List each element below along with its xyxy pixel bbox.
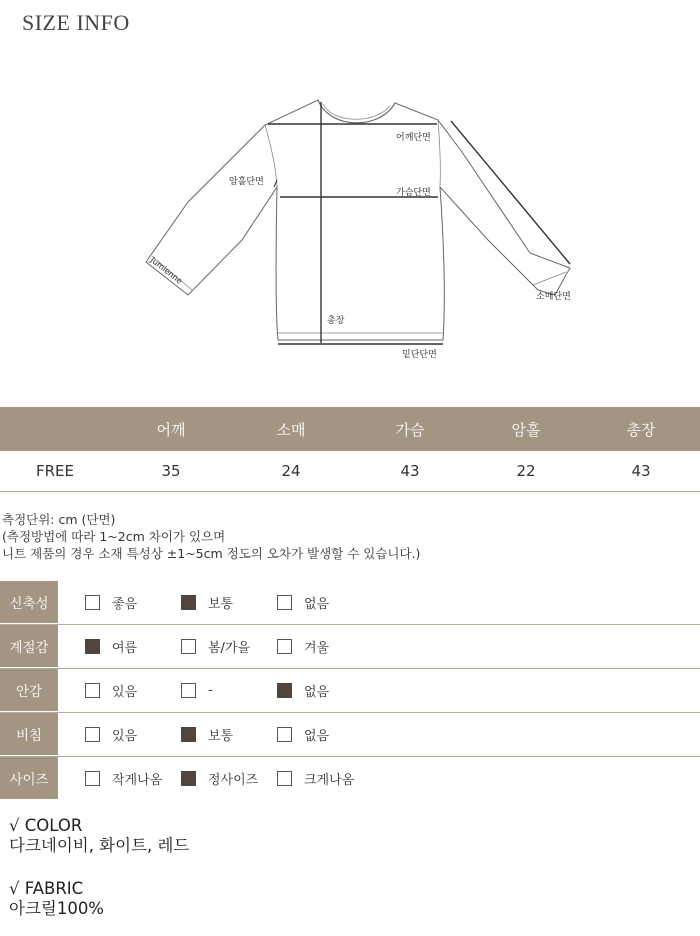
option-label: 크게나옴 xyxy=(304,773,355,788)
checked-box-icon xyxy=(85,639,100,654)
value-length: 43 xyxy=(631,462,651,480)
unchecked-box-icon xyxy=(85,595,100,610)
option-label: 여름 xyxy=(112,641,138,656)
label-hem: 밑단단면 xyxy=(402,350,437,360)
attribute-label: 안감 xyxy=(0,669,58,712)
sweater-outline xyxy=(146,100,570,340)
fabric-section xyxy=(9,879,104,919)
label-length: 총장 xyxy=(327,316,345,326)
header-shoulder: 어깨 xyxy=(156,420,186,439)
attribute-row xyxy=(0,625,700,669)
header-chest: 가슴 xyxy=(395,420,425,439)
label-sleeve: 소매단면 xyxy=(536,292,571,302)
attribute-options xyxy=(58,725,373,744)
option-label: 정사이즈 xyxy=(208,773,259,788)
header-cell xyxy=(0,407,110,451)
option-label: 작게나옴 xyxy=(112,773,163,788)
brand-tag: Jumienne xyxy=(148,255,184,286)
header-length: 총장 xyxy=(626,420,656,439)
attribute-option xyxy=(181,593,277,612)
attribute-label: 신축성 xyxy=(0,581,58,624)
attribute-row xyxy=(0,581,700,625)
sweater-illustration xyxy=(0,90,700,380)
attribute-option xyxy=(277,637,373,656)
label-shoulder: 어깨단면 xyxy=(396,133,431,143)
label-chest: 가슴단면 xyxy=(396,188,431,198)
note-line: (측정방법에 따라 1~2cm 차이가 있으며 xyxy=(2,529,226,544)
page-title: SIZE INFO xyxy=(22,10,130,35)
note-line: 니트 제품의 경우 소재 특성상 ±1~5cm 정도의 오차가 발생할 수 있습니다.) xyxy=(2,546,421,561)
garment-diagram xyxy=(0,90,700,380)
fabric-heading: √ FABRIC xyxy=(9,879,84,898)
attribute-options xyxy=(58,593,373,612)
attribute-options xyxy=(58,769,373,788)
measurement-notes xyxy=(2,511,420,562)
unchecked-box-icon xyxy=(277,727,292,742)
attribute-option xyxy=(85,681,181,700)
option-label: 있음 xyxy=(112,685,138,700)
attribute-label: 비침 xyxy=(0,713,58,756)
attribute-option xyxy=(181,769,277,788)
option-label: 겨울 xyxy=(304,641,330,656)
unchecked-box-icon xyxy=(277,595,292,610)
option-label: 보통 xyxy=(208,729,234,744)
value-chest: 43 xyxy=(400,462,420,480)
attribute-option xyxy=(277,769,373,788)
option-label: 없음 xyxy=(304,729,330,744)
attribute-options xyxy=(58,681,373,700)
fabric-value: 아크릴100% xyxy=(9,899,104,918)
option-label: 좋음 xyxy=(112,597,138,612)
attribute-option xyxy=(85,593,181,612)
unchecked-box-icon xyxy=(181,639,196,654)
unchecked-box-icon xyxy=(85,683,100,698)
attribute-option xyxy=(277,593,373,612)
attribute-row xyxy=(0,713,700,757)
unchecked-box-icon xyxy=(181,683,196,698)
color-value: 다크네이비, 화이트, 레드 xyxy=(9,836,190,855)
unchecked-box-icon xyxy=(277,639,292,654)
attribute-option xyxy=(181,683,277,698)
attribute-label: 계절감 xyxy=(0,625,58,668)
label-armhole: 암홀단면 xyxy=(229,177,264,187)
option-label: - xyxy=(208,683,213,698)
size-table xyxy=(0,407,700,492)
unchecked-box-icon xyxy=(85,771,100,786)
attribute-option xyxy=(181,637,277,656)
attribute-option xyxy=(277,725,373,744)
checked-box-icon xyxy=(277,683,292,698)
attribute-option xyxy=(181,725,277,744)
color-heading: √ COLOR xyxy=(9,816,83,835)
option-label: 없음 xyxy=(304,597,330,612)
attribute-option xyxy=(85,637,181,656)
header-sleeve: 소매 xyxy=(276,420,306,439)
table-row xyxy=(0,451,700,492)
option-label: 없음 xyxy=(304,685,330,700)
attribute-options xyxy=(58,637,373,656)
attribute-option xyxy=(277,681,373,700)
attribute-label: 사이즈 xyxy=(0,757,58,800)
value-armhole: 22 xyxy=(516,462,536,480)
size-name: FREE xyxy=(35,462,74,480)
checked-box-icon xyxy=(181,771,196,786)
option-label: 보통 xyxy=(208,597,234,612)
checked-box-icon xyxy=(181,727,196,742)
unchecked-box-icon xyxy=(85,727,100,742)
attribute-row xyxy=(0,757,700,800)
attribute-option xyxy=(85,769,181,788)
color-section xyxy=(9,816,189,856)
option-label: 봄/가을 xyxy=(208,641,251,656)
header-armhole: 암홀 xyxy=(511,420,541,439)
value-shoulder: 35 xyxy=(161,462,181,480)
option-label: 있음 xyxy=(112,729,138,744)
sleeve-line xyxy=(451,121,570,264)
size-table-header xyxy=(0,407,700,451)
attribute-row xyxy=(0,669,700,713)
attribute-option xyxy=(85,725,181,744)
attribute-table xyxy=(0,581,700,800)
checked-box-icon xyxy=(181,595,196,610)
value-sleeve: 24 xyxy=(281,462,301,480)
unchecked-box-icon xyxy=(277,771,292,786)
note-line: 측정단위: cm (단면) xyxy=(2,512,116,527)
